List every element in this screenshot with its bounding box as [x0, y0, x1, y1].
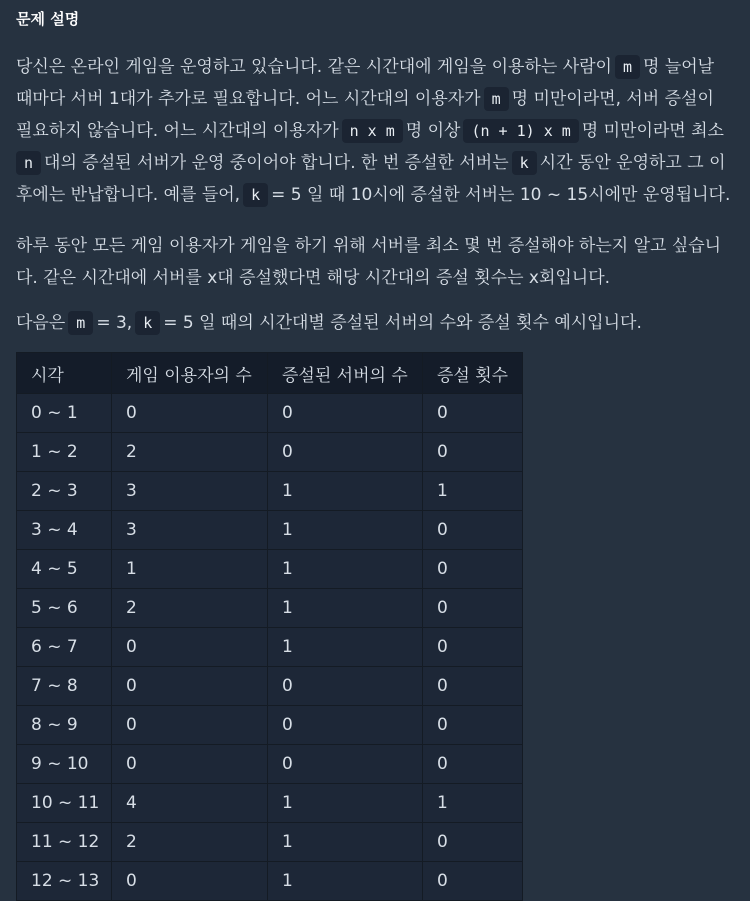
- text-segment: 필요하지 않습니다. 어느 시간대의 이용자가: [16, 121, 339, 141]
- cell-users: 0: [112, 628, 268, 667]
- cell-users: 0: [112, 667, 268, 706]
- cell-servers: 0: [268, 433, 423, 472]
- paragraph-line: 하루 동안 모든 게임 이용자가 게임을 하기 위해 서버를 최소 몇 번 증설해야 하는지 알고 싶습니: [16, 236, 722, 256]
- cell-time: 2 ~ 3: [17, 472, 112, 511]
- cell-users: 2: [112, 433, 268, 472]
- cell-time: 0 ~ 1: [17, 394, 112, 433]
- paragraph-line: [16, 83, 742, 115]
- cell-expansions: 1: [423, 472, 523, 511]
- text-segment: 명 미만이라면, 서버 증설이: [511, 89, 714, 109]
- table-row: [17, 433, 523, 472]
- table-row: [17, 394, 523, 433]
- cell-servers: 1: [268, 784, 423, 823]
- cell-servers: 1: [268, 472, 423, 511]
- cell-time: 3 ~ 4: [17, 511, 112, 550]
- paragraph-line: [16, 51, 742, 83]
- table-row: [17, 823, 523, 862]
- text-segment: 때마다 서버 1대가 추가로 필요합니다. 어느 시간대의 이용자가: [16, 89, 481, 109]
- cell-expansions: 0: [423, 745, 523, 784]
- text-segment: 명 이상: [405, 121, 461, 141]
- text-segment: 명 미만이라면 최소: [581, 121, 724, 141]
- code-k: k: [243, 183, 268, 207]
- text-segment: = 3,: [96, 313, 133, 333]
- cell-expansions: 0: [423, 394, 523, 433]
- cell-time: 6 ~ 7: [17, 628, 112, 667]
- paragraph-goal: [16, 230, 742, 294]
- cell-users: 1: [112, 550, 268, 589]
- text-segment: 다음은: [16, 313, 66, 333]
- paragraph-line: [16, 179, 742, 211]
- table-row: [17, 628, 523, 667]
- cell-time: 4 ~ 5: [17, 550, 112, 589]
- cell-expansions: 0: [423, 550, 523, 589]
- cell-users: 0: [112, 862, 268, 901]
- example-table: [16, 352, 523, 901]
- column-header-time: 시각: [17, 353, 112, 394]
- paragraph-line: [16, 307, 742, 339]
- paragraph-line: 다. 같은 시간대에 서버를 x대 증설했다면 해당 시간대의 증설 횟수는 x회입니다.: [16, 268, 611, 288]
- cell-expansions: 1: [423, 784, 523, 823]
- cell-servers: 1: [268, 862, 423, 901]
- code-n-plus-1-x-m: (n + 1) x m: [463, 119, 578, 143]
- cell-users: 2: [112, 823, 268, 862]
- cell-servers: 0: [268, 667, 423, 706]
- cell-time: 11 ~ 12: [17, 823, 112, 862]
- code-n: n: [16, 151, 41, 175]
- cell-expansions: 0: [423, 823, 523, 862]
- cell-expansions: 0: [423, 589, 523, 628]
- table-row: [17, 667, 523, 706]
- table-row: [17, 862, 523, 901]
- cell-time: 7 ~ 8: [17, 667, 112, 706]
- cell-time: 10 ~ 11: [17, 784, 112, 823]
- paragraph-line: [16, 115, 742, 147]
- text-segment: 후에는 반납합니다. 예를 들어,: [16, 185, 241, 205]
- cell-users: 4: [112, 784, 268, 823]
- cell-servers: 1: [268, 511, 423, 550]
- cell-users: 3: [112, 511, 268, 550]
- cell-expansions: 0: [423, 511, 523, 550]
- table-row: [17, 589, 523, 628]
- cell-servers: 1: [268, 589, 423, 628]
- code-k: k: [512, 151, 537, 175]
- code-n-x-m: n x m: [342, 119, 403, 143]
- cell-time: 1 ~ 2: [17, 433, 112, 472]
- paragraph-line: [16, 147, 742, 179]
- table-row: [17, 511, 523, 550]
- text-segment: 명 늘어날: [643, 57, 715, 77]
- cell-servers: 0: [268, 706, 423, 745]
- cell-servers: 1: [268, 628, 423, 667]
- cell-time: 5 ~ 6: [17, 589, 112, 628]
- code-m: m: [68, 311, 93, 335]
- cell-servers: 1: [268, 550, 423, 589]
- cell-expansions: 0: [423, 628, 523, 667]
- column-header-users: 게임 이용자의 수: [112, 353, 268, 394]
- cell-expansions: 0: [423, 433, 523, 472]
- paragraph-server-rules: [16, 51, 742, 211]
- cell-users: 3: [112, 472, 268, 511]
- cell-expansions: 0: [423, 862, 523, 901]
- text-segment: = 5 일 때의 시간대별 증설된 서버의 수와 증설 횟수 예시입니다.: [163, 313, 642, 333]
- text-segment: 대의 증설된 서버가 운영 중이어야 합니다. 한 번 증설한 서버는: [44, 153, 509, 173]
- text-segment: = 5 일 때 10시에 증설한 서버는 10 ~ 15시에만 운영됩니다.: [271, 185, 731, 205]
- cell-users: 2: [112, 589, 268, 628]
- cell-time: 9 ~ 10: [17, 745, 112, 784]
- text-segment: 당신은 온라인 게임을 운영하고 있습니다. 같은 시간대에 게임을 이용하는 사람이: [16, 57, 612, 77]
- table-row: [17, 550, 523, 589]
- cell-time: 8 ~ 9: [17, 706, 112, 745]
- cell-users: 0: [112, 394, 268, 433]
- section-title: 문제 설명: [16, 10, 80, 28]
- cell-users: 0: [112, 706, 268, 745]
- cell-expansions: 0: [423, 667, 523, 706]
- cell-servers: 0: [268, 745, 423, 784]
- table-header-row: [17, 353, 523, 394]
- table-row: [17, 784, 523, 823]
- column-header-expansions: 증설 횟수: [423, 353, 523, 394]
- code-m: m: [615, 55, 640, 79]
- table-row: [17, 706, 523, 745]
- paragraph-example-intro: [16, 307, 742, 339]
- cell-servers: 0: [268, 394, 423, 433]
- table-row: [17, 472, 523, 511]
- table-body: [17, 394, 523, 901]
- cell-users: 0: [112, 745, 268, 784]
- code-k: k: [135, 311, 160, 335]
- cell-expansions: 0: [423, 706, 523, 745]
- text-segment: 시간 동안 운영하고 그 이: [539, 153, 726, 173]
- cell-servers: 1: [268, 823, 423, 862]
- cell-time: 12 ~ 13: [17, 862, 112, 901]
- column-header-servers: 증설된 서버의 수: [268, 353, 423, 394]
- code-m: m: [484, 87, 509, 111]
- table-row: [17, 745, 523, 784]
